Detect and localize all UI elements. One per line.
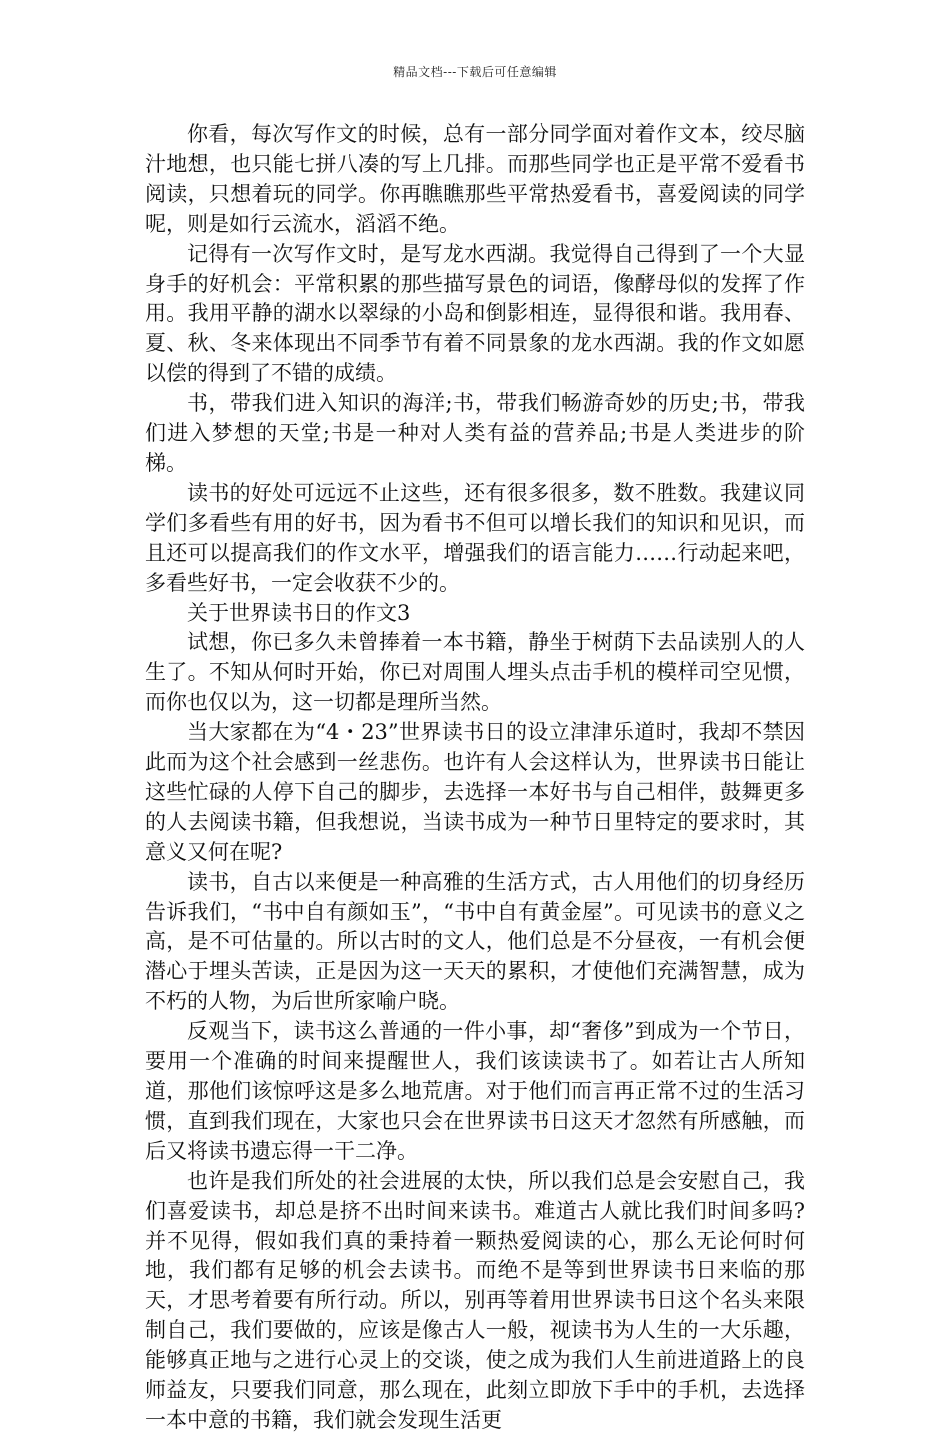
page-header: 精品文档---下载后可任意编辑 [393, 65, 557, 79]
paragraph: 记得有一次写作文时，是写龙水西湖。我觉得自己得到了一个大显身手的好机会：平常积累的那些描写景色的词语，像酵母似的发挥了作用。我用平静的湖水以翠绿的小岛和倒影相连，显得很和谐。我用春、夏、秋、冬来体现出不同季节有着不同景象的龙水西湖。我的作文如愿以偿的得到了不错的成绩。 [145, 241, 805, 386]
paragraph: 读书的好处可远远不止这些，还有很多很多，数不胜数。我建议同学们多看些有用的好书，因为看书不但可以增长我们的知识和见识，而且还可以提高我们的作文水平，增强我们的语言能力……行动起来吧，多看些好书，一定会收获不少的。 [145, 480, 805, 595]
paragraph: 你看，每次写作文的时候，总有一部分同学面对着作文本，绞尽脑汁地想，也只能七拼八凑的写上几排。而那些同学也正是平常不爱看书阅读，只想着玩的同学。你再瞧瞧那些平常热爱看书，喜爱阅读的同学呢，则是如行云流水，滔滔不绝。 [145, 122, 805, 236]
paragraph: 也许是我们所处的社会进展的太快，所以我们总是会安慰自己，我们喜爱读书，却总是挤不出时间来读书。难道古人就比我们时间多吗?并不见得，假如我们真的秉持着一颗热爱阅读的心，那么无论何时何地，我们都有足够的机会去读书。而绝不是等到世界读书日来临的那天，才思考着要有所行动。所以，别再等着用世界读书日这个名头来限制自己，我们要做的，应该是像古人一般，视读书为人生的一大乐趣，能够真正地与之进行心灵上的交谈，使之成为我们人生前进道路上的良师益友，只要我们同意，那么现在，此刻立即放下手中的手机，去选择一本中意的书籍，我们就会发现生活更 [145, 1168, 805, 1432]
paragraph: 书，带我们进入知识的海洋;书，带我们畅游奇妙的历史;书，带我们进入梦想的天堂;书是一种对人类有益的营养品;书是人类进步的阶梯。 [145, 391, 805, 475]
paragraph: 读书，自古以来便是一种高雅的生活方式，古人用他们的切身经历告诉我们，“书中自有颜如玉”，“书中自有黄金屋”。可见读书的意义之高，是不可估量的。所以古时的文人，他们总是不分昼夜，一有机会便潜心于埋头苦读，正是因为这一天天的累积，才使他们充满智慧，成为不朽的人物，为后世所家喻户晓。 [145, 869, 805, 1014]
paragraph: 反观当下，读书这么普通的一件小事，却“奢侈”到成为一个节日，要用一个准确的时间来提醒世人，我们该读读书了。如若让古人所知道，那他们该惊呼这是多么地荒唐。对于他们而言再正常不过的生活习惯，直到我们现在，大家也只会在世界读书日这天才忽然有所感触，而后又将读书遗忘得一干二净。 [145, 1019, 805, 1163]
paragraph: 当大家都在为“4・23”世界读书日的设立津津乐道时，我却不禁因此而为这个社会感到一丝悲伤。也许有人会这样认为，世界读书日能让这些忙碌的人停下自己的脚步，去选择一本好书与自己相伴，鼓舞更多的人去阅读书籍，但我想说，当读书成为一种节日里特定的要求时，其意义又何在呢? [145, 720, 805, 864]
section-title: 关于世界读书日的作文3 [187, 600, 411, 625]
document-body [145, 120, 805, 1436]
paragraph: 试想，你已多久未曾捧着一本书籍，静坐于树荫下去品读别人的人生了。不知从何时开始，你已对周围人埋头点击手机的模样司空见惯，而你也仅以为，这一切都是理所当然。 [145, 630, 805, 715]
